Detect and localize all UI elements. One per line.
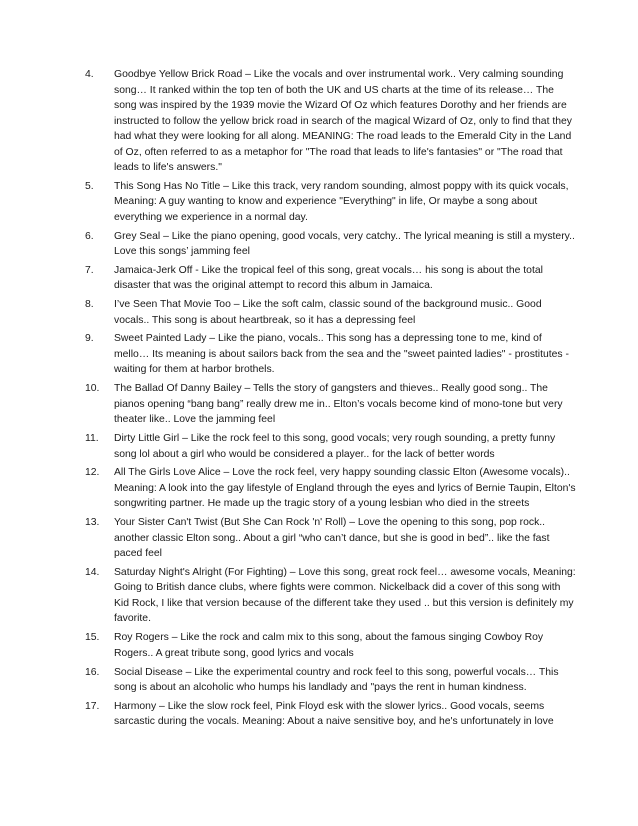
- list-item: [85, 263, 578, 294]
- item-text: Sweet Painted Lady – Like the piano, vocals.. This song has a depressing tone to me, kind of mello… Its meaning is about sailors back from the sea and the "sweet painted ladies" - prostitutes - waiting for them at harbor brothels.: [114, 333, 569, 376]
- item-number: 5.: [85, 180, 94, 192]
- list-item: [85, 229, 578, 260]
- list-item: [85, 565, 578, 627]
- item-text: This Song Has No Title – Like this track, very random sounding, almost poppy with its quick vocals, Meaning: A guy wanting to know and experience "Everything" in life, Or maybe a song about everything we experience in a normal day.: [114, 180, 569, 223]
- item-number: 15.: [85, 632, 100, 644]
- track-list: [85, 67, 578, 730]
- item-text: Social Disease – Like the experimental country and rock feel to this song, powerful vocals… This song is about an alcoholic who humps his landlady and "pays the rent in human kindness.: [114, 666, 559, 694]
- list-item: [85, 67, 578, 176]
- item-number: 11.: [85, 433, 99, 445]
- item-number: 10.: [85, 383, 100, 395]
- item-text: Jamaica-Jerk Off - Like the tropical feel of this song, great vocals… his song is about the total disaster that was the original attempt to record this album in Jamaica.: [114, 264, 543, 292]
- item-text: Roy Rogers – Like the rock and calm mix to this song, about the famous singing Cowboy Roy Rogers.. A great tribute song, good lyrics and vocals: [114, 632, 544, 659]
- list-item: [85, 465, 578, 512]
- item-text: Harmony – Like the slow rock feel, Pink Floyd esk with the slower lyrics.. Good vocals, seems sarcastic during the vocals. Meaning: About a naive sensitive boy, and he's unfortunately in love: [114, 700, 554, 728]
- list-item: [85, 331, 578, 378]
- list-item: [85, 630, 578, 661]
- item-number: 12.: [85, 467, 100, 479]
- item-number: 8.: [85, 299, 94, 311]
- item-number: 14.: [85, 566, 100, 578]
- item-text: The Ballad Of Danny Bailey – Tells the story of gangsters and thieves.. Really good song.. The pianos opening “bang bang” really drew me in.. Elton’s vocals become kind of mono-tone but very theater like.. Love the jamming feel: [114, 383, 563, 426]
- item-number: 17.: [85, 700, 100, 712]
- item-text: All The Girls Love Alice – Love the rock feel, very happy sounding classic Elton (Awesome vocals).. Meaning: A look into the gay lifestyle of England through the eyes and lyrics of Bernie Taupin, Elton's songwriting partner. He made up the tragic story of a young lesbian who died in the streets: [114, 467, 576, 510]
- item-text: Grey Seal – Like the piano opening, good vocals, very catchy.. The lyrical meaning is still a mystery.. Love this songs’ jamming feel: [114, 230, 575, 258]
- item-text: I’ve Seen That Movie Too – Like the soft calm, classic sound of the background music.. Good vocals.. This song is about heartbreak, so it has a depressing feel: [114, 299, 542, 326]
- list-item: [85, 665, 578, 696]
- item-number: 4.: [85, 69, 94, 80]
- list-item: [85, 297, 578, 328]
- list-item: [85, 179, 578, 226]
- item-text: Dirty Little Girl – Like the rock feel to this song, good vocals; very rough sounding, a pretty funny song lol about a girl who would be considered a player.. for the lack of better words: [114, 433, 556, 460]
- item-number: 6.: [85, 230, 94, 242]
- list-item: [85, 431, 578, 462]
- list-item: [85, 515, 578, 562]
- item-text: Your Sister Can't Twist (But She Can Rock 'n' Roll) – Love the opening to this song, pop rock.. another classic Elton song.. About a girl “who can’t dance, but she is good in bed”.. like the fast paced feel: [114, 517, 550, 560]
- item-number: 7.: [85, 264, 94, 276]
- item-number: 16.: [85, 666, 100, 678]
- item-text: Saturday Night's Alright (For Fighting) – Love this song, great rock feel… awesome vocals, Meaning: Going to British dance clubs, where fights were common. Nickelback did a cover of this song with Kid Rock, I like that version because of the different take they used .. but this version is definitely my favorite.: [114, 566, 576, 625]
- item-text: Goodbye Yellow Brick Road – Like the vocals and over instrumental work.. Very calming sounding song… It ranked within the top ten of both the UK and US charts at the time of its release… The song was inspired by the 1939 movie the Wizard Of Oz which features Dorothy and her friends are instructed to follow the yellow brick road in search of the magical Wizard of Oz, only to find that they had what they were looking for all along. MEANING: The road leads to the Emerald City in the Land of Oz, often referred to as a metaphor for "The road that leads to life's fantasies" or "The road that leads to life's answers.": [114, 69, 572, 173]
- item-number: 9.: [85, 333, 94, 345]
- list-item: [85, 381, 578, 428]
- list-item: [85, 699, 578, 730]
- item-number: 13.: [85, 517, 100, 529]
